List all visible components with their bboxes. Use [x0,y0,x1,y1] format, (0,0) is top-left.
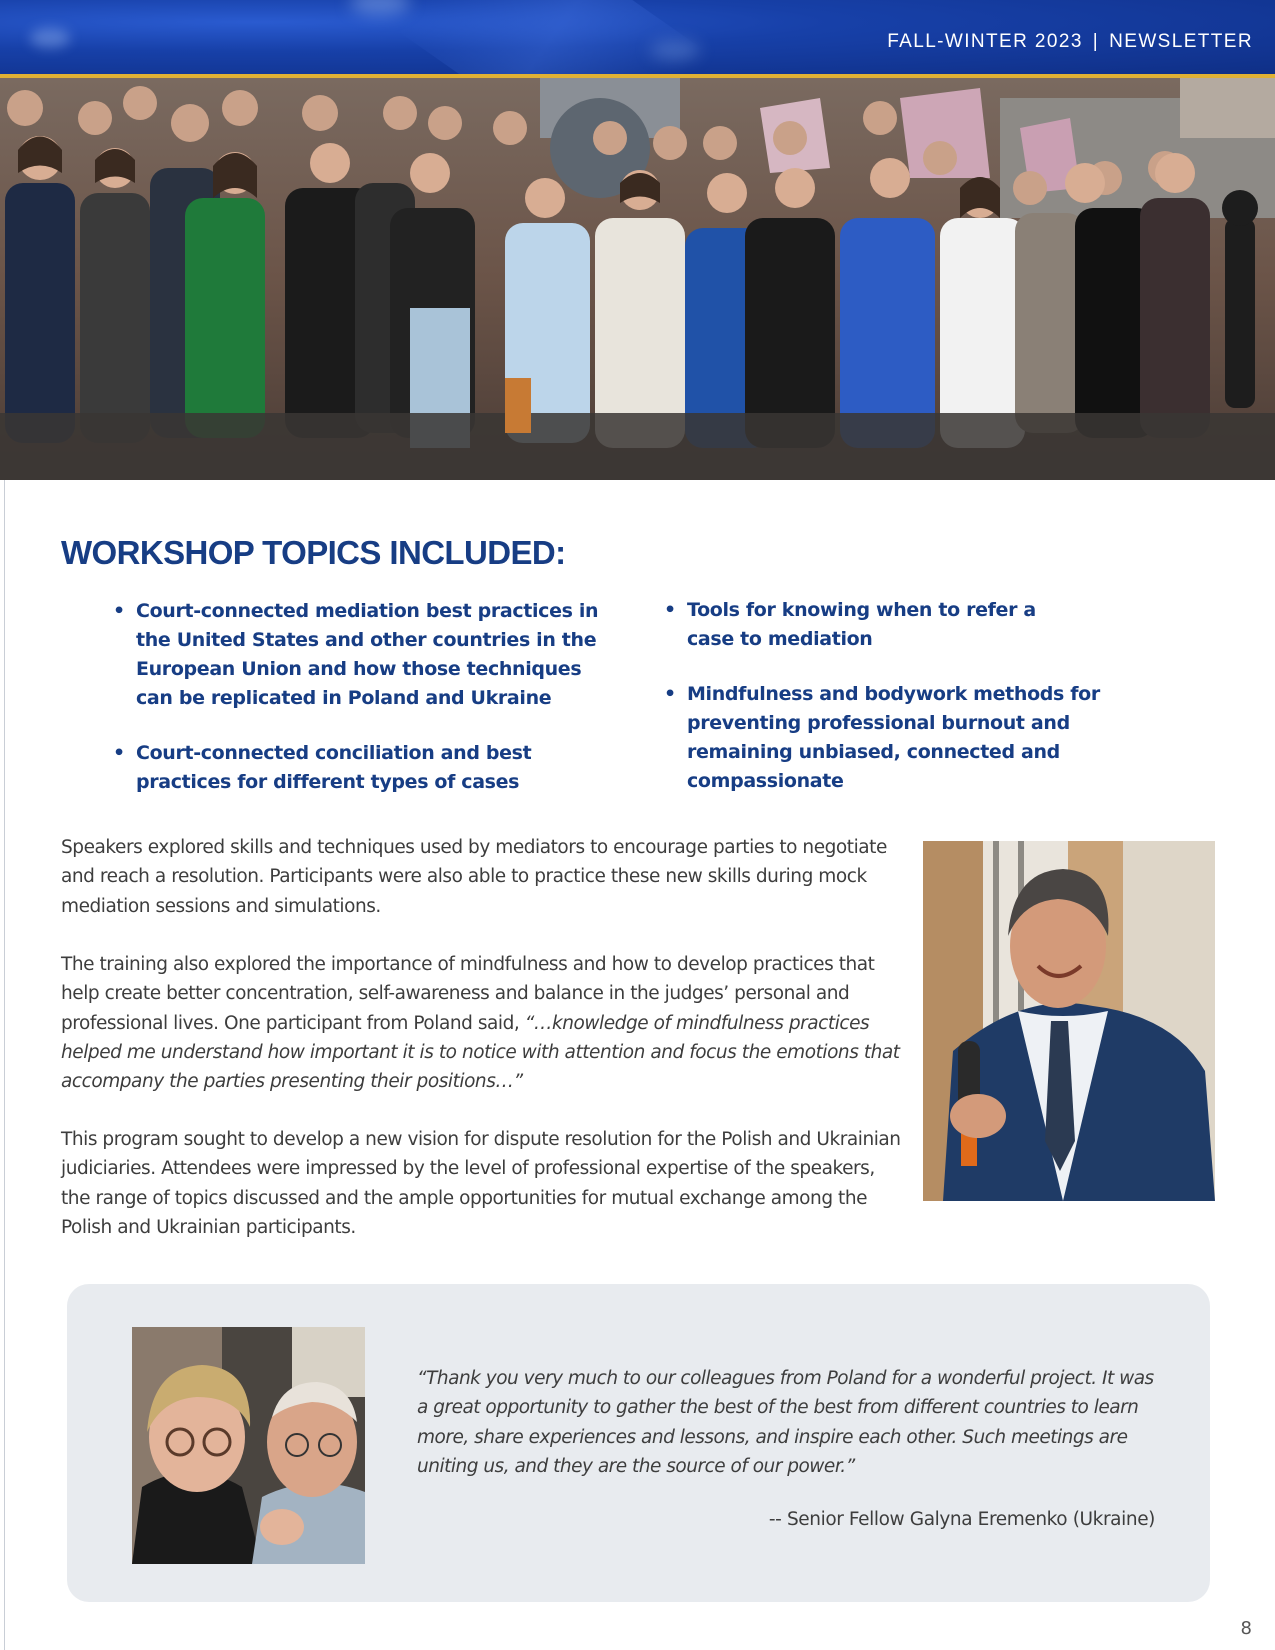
topic-item [113,597,613,713]
paragraph-text: The training also explored the importance of mindfulness and how to develop practices that help create better concentration, self-awareness and balance in the judges’ personal and professional lives. One participant from Poland said, [61,954,875,1034]
bullet: • [664,683,676,705]
edition-label: FALL-WINTER 2023 [887,31,1083,52]
body-paragraph: Speakers explored skills and techniques used by mediators to encourage parties to negotiate and reach a resolution. Participants were also able to practice these new skills during mock mediation sessions and simulations. [61,837,887,917]
topic-item [664,596,1064,654]
section-title: WORKSHOP TOPICS INCLUDED: [61,534,566,571]
bullet: • [113,600,125,622]
topic-text: Mindfulness and bodywork methods for preventing professional burnout and remaining unbiased, connected and compassionate [687,683,1100,792]
bullet: • [113,742,125,764]
participant-quote: “…knowledge of mindfulness practices helped me understand how important it is to notice with attention and focus the emotions that accompany the parties presenting their positions…” [61,1012,900,1093]
body-paragraph: This program sought to develop a new vision for dispute resolution for the Polish and Ukrainian judiciaries. Attendees were impressed by the level of professional expertise of the speakers, the range of topics discussed and the ample opportunities for mutual exchange among the Polish and Ukrainian participants. [61,1129,901,1238]
testimonial-attribution: -- Senior Fellow Galyna Eremenko (Ukraine) [768,1509,1155,1530]
bullet: • [664,599,676,621]
group-photo [0,78,1275,480]
page-margin-rule [4,480,5,1650]
testimonial-photo [132,1327,365,1564]
header-light-streak [398,0,703,74]
newsletter-header [0,0,1275,74]
header-title [887,31,1253,53]
publication-label: NEWSLETTER [1109,31,1253,52]
speaker-photo [923,841,1215,1201]
header-glow [350,0,410,15]
body-paragraph [61,950,908,1096]
topic-text: Court-connected conciliation and best practices for different types of cases [136,742,532,793]
topic-item [113,739,613,797]
topic-text: Tools for knowing when to refer a case to mediation [687,599,1036,650]
topic-item [664,680,1134,796]
topics-list-left [113,597,613,823]
header-separator: | [1092,31,1100,52]
topics-list-right [664,596,1164,822]
header-glow [30,28,70,48]
page-number: 8 [1240,1618,1252,1639]
topic-text: Court-connected mediation best practices in the United States and other countries in the European Union and how those techniques can be replicated in Poland and Ukraine [136,600,599,709]
testimonial-quote: “Thank you very much to our colleagues from Poland for a wonderful project. It was a great opportunity to gather the best of the best from different countries to learn more, share experiences and lessons, and inspire each other. Such meetings are uniting us, and they are the source of our power.” [417,1368,1154,1477]
